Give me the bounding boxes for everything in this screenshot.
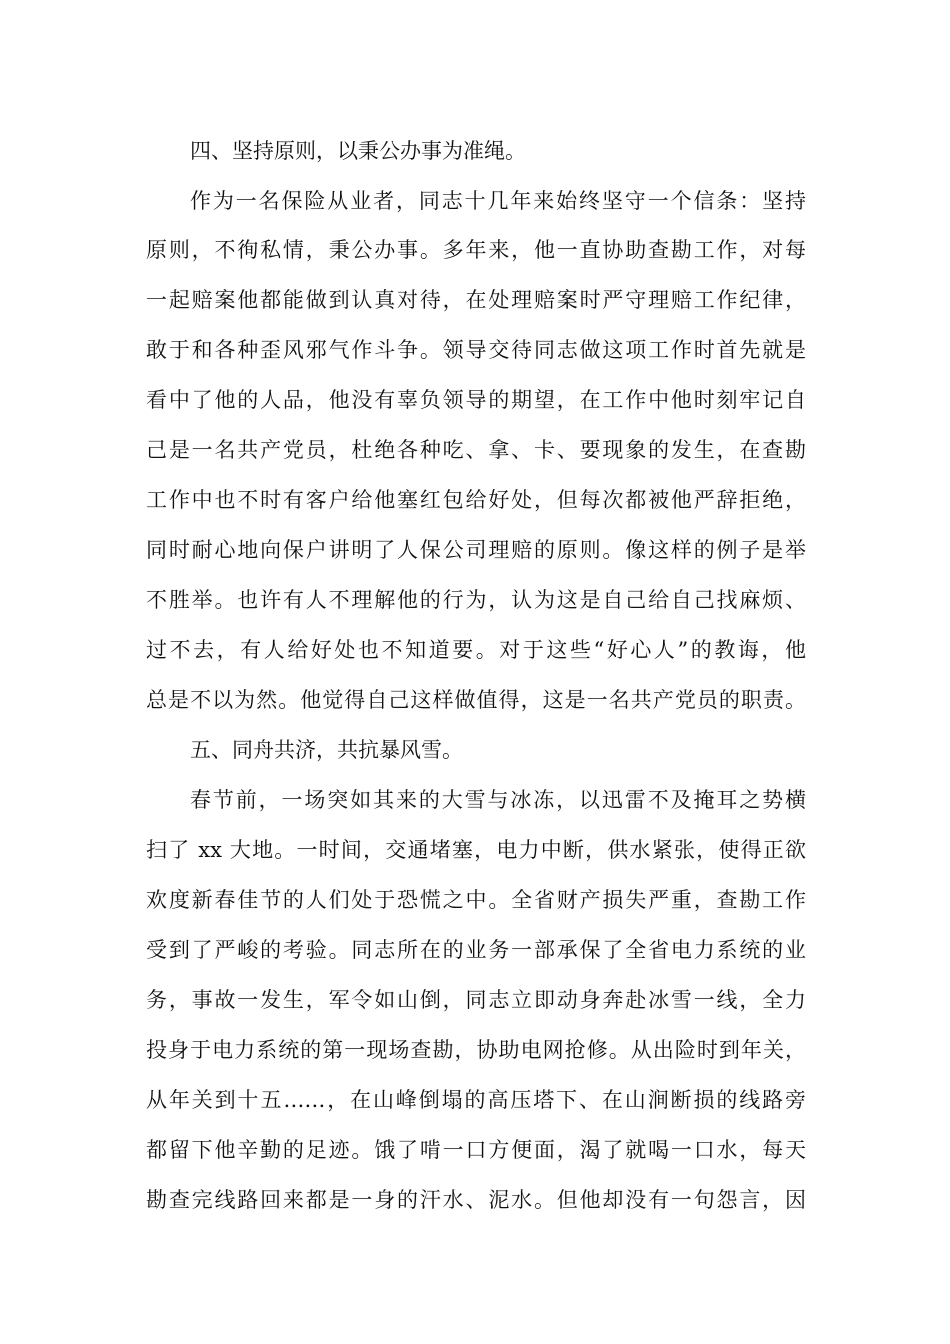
paragraph-line: 作为一名保险从业者，同志十几年来始终坚守一个信条：坚持	[190, 189, 806, 213]
paragraph-line: 总是不以为然。他觉得自己这样做值得，这是一名共产党员的职责。	[146, 688, 806, 712]
paragraph-line: 看中了他的人品，他没有辜负领导的期望，在工作中他时刻牢记自	[146, 388, 806, 412]
paragraph-line: 欢度新春佳节的人们处于恐慌之中。全省财产损失严重，查勘工作	[146, 888, 806, 912]
paragraph-line: 己是一名共产党员，杜绝各种吃、拿、卡、要现象的发生，在查勘	[146, 438, 806, 462]
paragraph-line: 投身于电力系统的第一现场查勘，协助电网抢修。从出险时到年关，	[146, 1038, 806, 1062]
paragraph-line: 工作中也不时有客户给他塞红包给好处，但每次都被他严辞拒绝，	[146, 488, 806, 512]
section-heading-five: 五、同舟共济，共抗暴风雪。	[190, 738, 463, 762]
paragraph-line: 从年关到十五……，在山峰倒塌的高压塔下、在山涧断损的线路旁	[146, 1088, 806, 1112]
paragraph-line: 都留下他辛勤的足迹。饿了啃一口方便面，渴了就喝一口水，每天	[146, 1138, 806, 1162]
paragraph-line: 不胜举。也许有人不理解他的行为，认为这是自己给自己找麻烦、	[146, 588, 806, 612]
paragraph-line: 敢于和各种歪风邪气作斗争。领导交待同志做这项工作时首先就是	[146, 338, 806, 362]
paragraph-line: 原则，不徇私情，秉公办事。多年来，他一直协助查勘工作，对每	[146, 238, 806, 262]
paragraph-line: 扫了 xx 大地。一时间，交通堵塞，电力中断，供水紧张，使得正欲	[146, 838, 806, 862]
paragraph-line: 务，事故一发生，军令如山倒，同志立即动身奔赴冰雪一线，全力	[146, 988, 806, 1012]
paragraph-line: 受到了严峻的考验。同志所在的业务一部承保了全省电力系统的业	[146, 938, 806, 962]
paragraph-line: 同时耐心地向保户讲明了人保公司理赔的原则。像这样的例子是举	[146, 538, 806, 562]
paragraph-line: 春节前，一场突如其来的大雪与冰冻，以迅雷不及掩耳之势横	[190, 788, 806, 812]
paragraph-line: 勘查完线路回来都是一身的汗水、泥水。但他却没有一句怨言，因	[146, 1188, 806, 1212]
section-heading-four: 四、坚持原则，以秉公办事为准绳。	[190, 139, 526, 163]
paragraph-line: 过不去，有人给好处也不知道要。对于这些“好心人”的教诲，他	[146, 638, 806, 662]
paragraph-line: 一起赔案他都能做到认真对待，在处理赔案时严守理赔工作纪律，	[146, 288, 806, 312]
